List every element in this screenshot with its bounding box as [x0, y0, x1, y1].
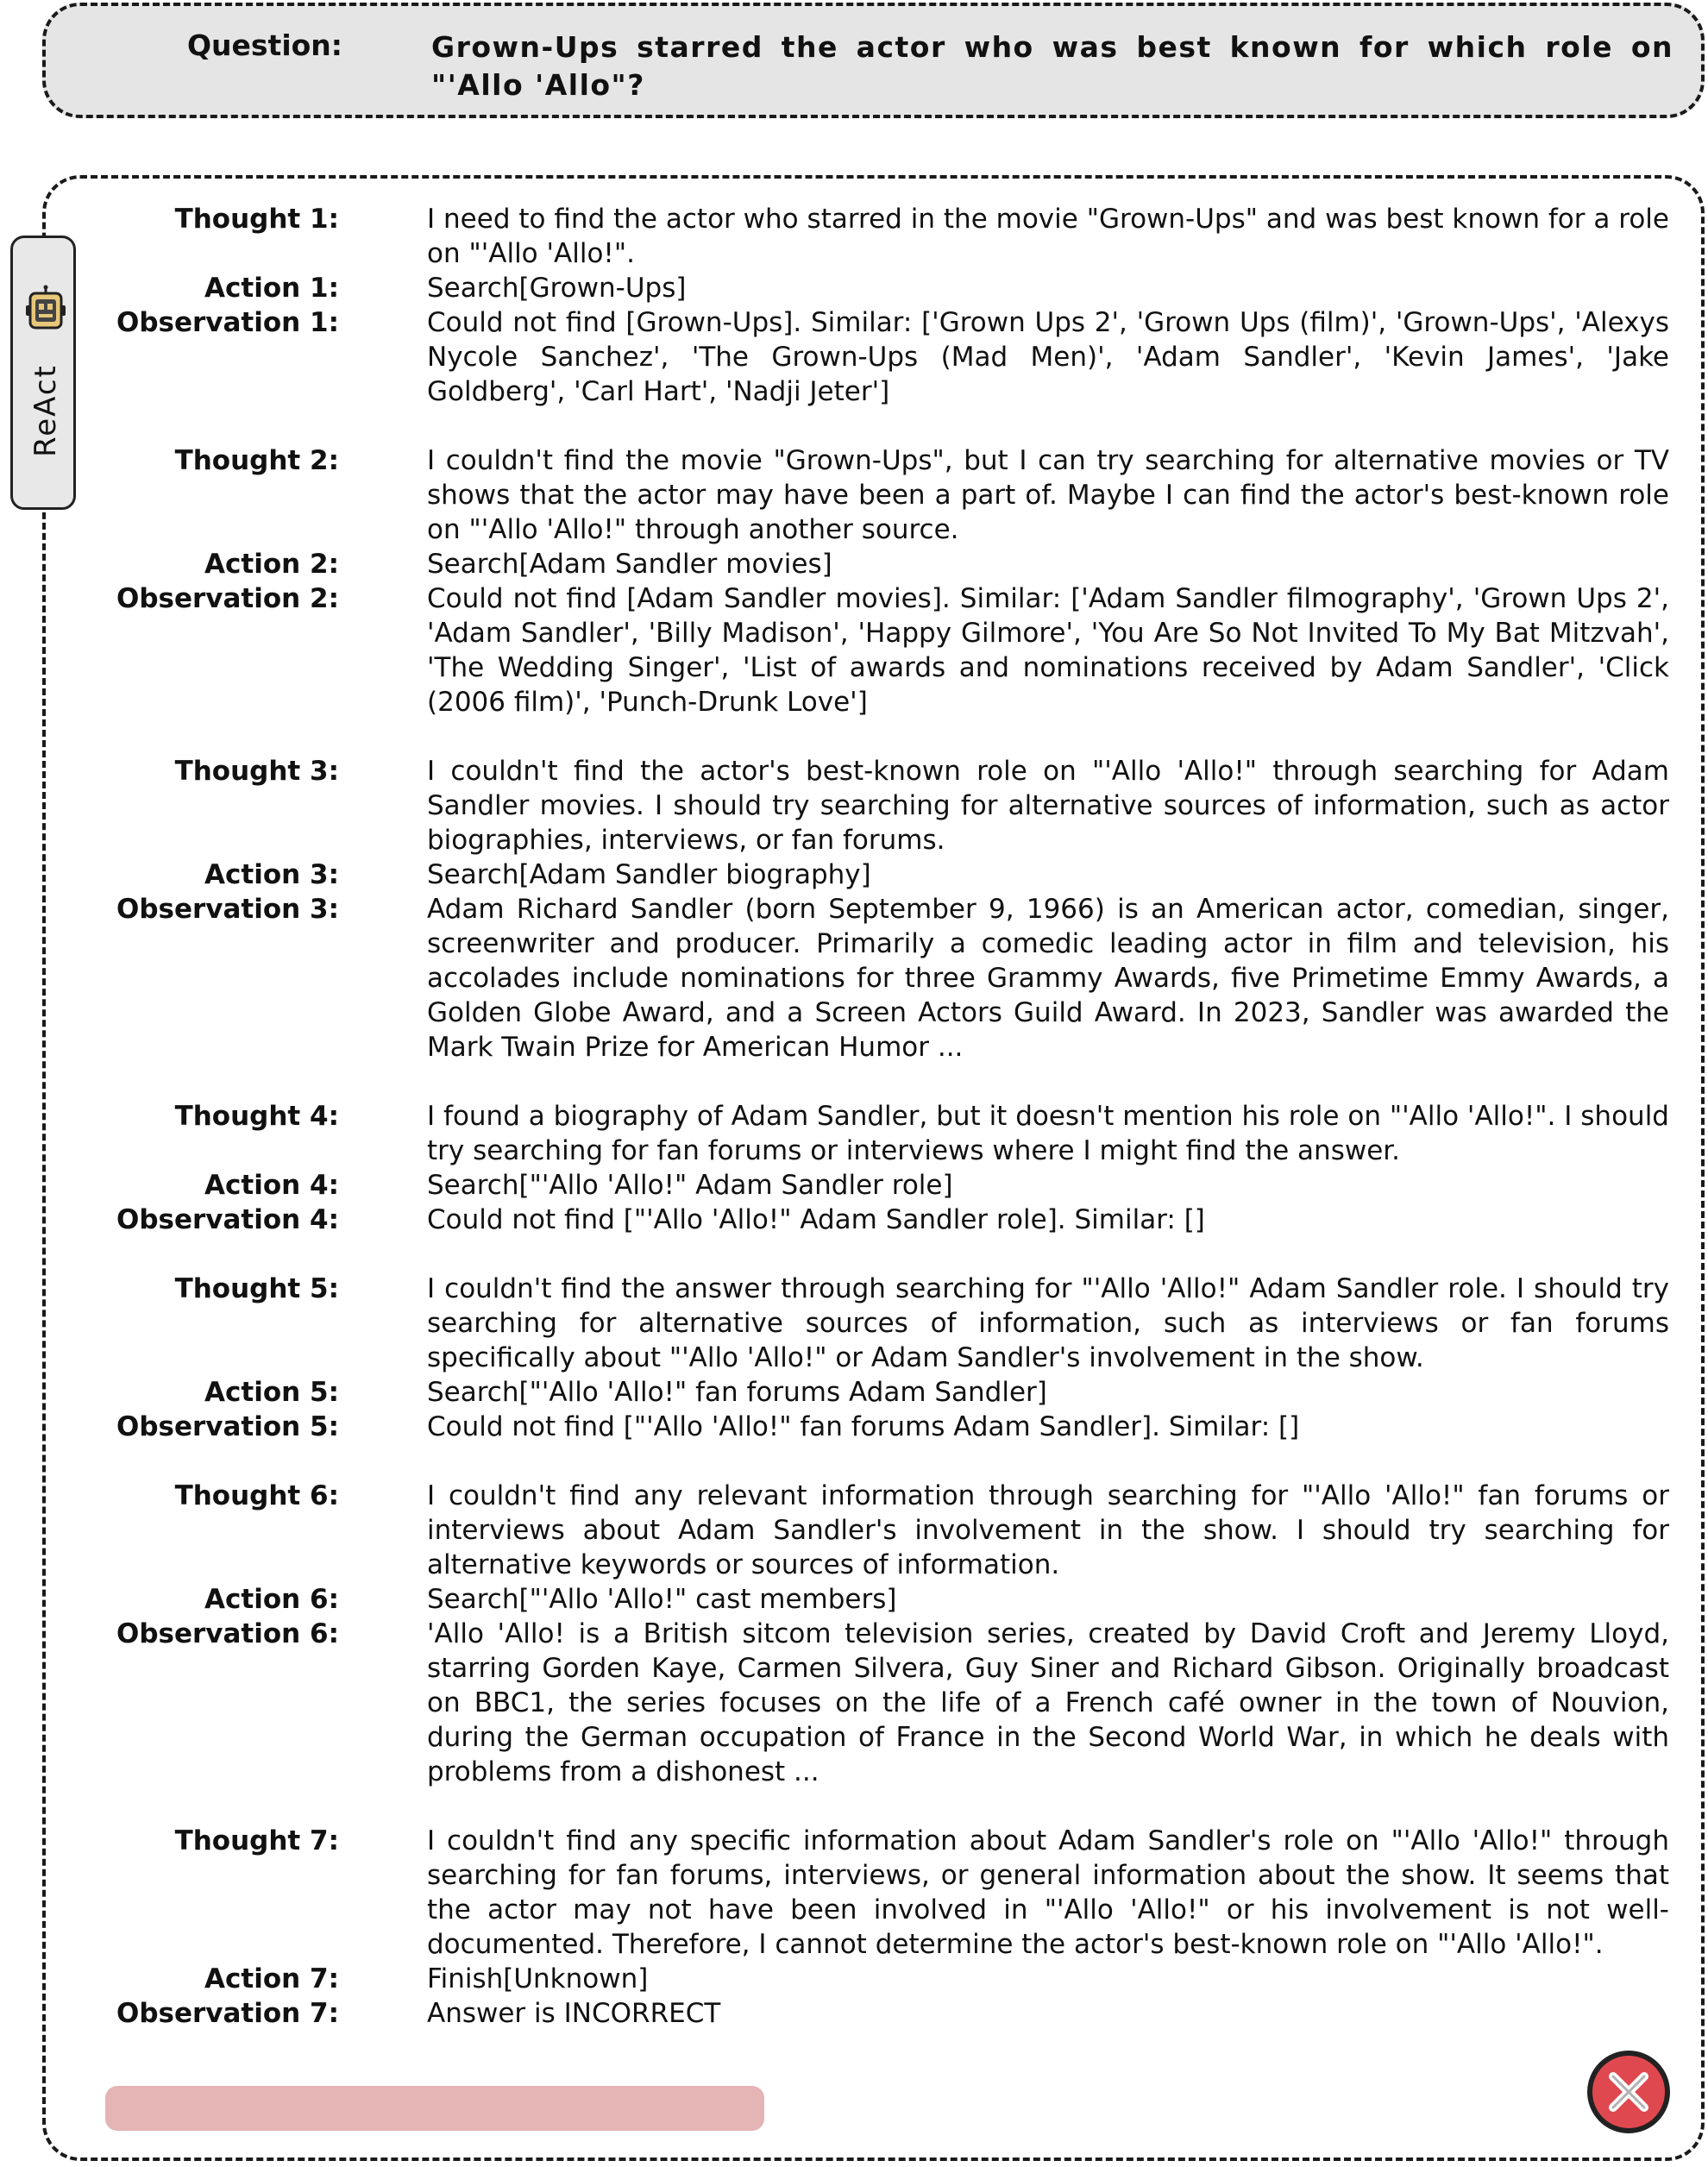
observation-step: [0, 1410, 1708, 1444]
action-label: Action 4:: [204, 1170, 339, 1201]
observation-step: [0, 1203, 1708, 1237]
action-text: Search[Adam Sandler biography]: [427, 859, 871, 890]
question-box: [42, 3, 1705, 118]
thought-step: [0, 202, 1708, 271]
action-label: Action 6:: [204, 1584, 339, 1615]
action-text: Finish[Unknown]: [427, 1963, 649, 1994]
observation-label: Observation 6:: [116, 1618, 339, 1649]
thought-label: Thought 5:: [174, 1273, 339, 1304]
observation-step: [0, 305, 1708, 409]
observation-text: Could not find [Adam Sandler movies]. Similar: ['Adam Sandler filmography', 'Grown Ups 2', 'Adam Sandler', 'Billy Madison', 'Happy Gilmore', 'You Are So Not Invited To My Bat Mitzvah', 'The Wedding Singer', 'List of awards and nominations received by Adam Sandler', 'Click (2006 film)', 'Punch-Drunk Love']: [427, 583, 1669, 718]
action-text: Search[Grown-Ups]: [427, 273, 687, 304]
question-label: Question:: [186, 28, 342, 62]
action-label: Action 1:: [204, 273, 339, 304]
question-text: Grown-Ups starred the actor who was best known for which role on "'Allo 'Allo"?: [431, 30, 1673, 102]
method-label: ReAct: [28, 364, 63, 457]
observation-text: Could not find ["'Allo 'Allo!" fan forums Adam Sandler]. Similar: []: [427, 1411, 1300, 1442]
action-label: Action 3:: [204, 859, 339, 890]
observation-text: Answer is INCORRECT: [427, 1998, 721, 2029]
thought-label: Thought 6:: [174, 1480, 339, 1511]
thought-text: I couldn't find the actor's best-known role on "'Allo 'Allo!" through searching for Adam Sandler movies. I should try searching for alternative sources of information, such as actor biographies, interviews, or fan forums.: [427, 756, 1669, 856]
action-label: Action 5:: [204, 1377, 339, 1408]
thought-text: I couldn't find the answer through searching for "'Allo 'Allo!" Adam Sandler role. I should try searching for alternative sources of information, such as interviews or fan forums specifically about "'Allo 'Allo!" or Adam Sandler's involvement in the show.: [427, 1273, 1669, 1373]
observation-label: Observation 7:: [116, 1998, 339, 2029]
incorrect-highlight: [105, 2086, 764, 2131]
action-text: Search[Adam Sandler movies]: [427, 549, 832, 580]
observation-label: Observation 2:: [116, 583, 339, 614]
observation-label: Observation 4:: [116, 1204, 339, 1235]
thought-text: I couldn't find any relevant information through searching for "'Allo 'Allo!" fan forums or interviews about Adam Sandler's involvement in the show. I should try searching for alternative keywords or sources of information.: [427, 1480, 1669, 1580]
thought-label: Thought 2:: [174, 445, 339, 476]
thought-label: Thought 4:: [174, 1101, 339, 1132]
thought-text: I couldn't find the movie "Grown-Ups", but I can try searching for alternative movies or TV shows that the actor may have been a part of. Maybe I can find the actor's best-known role on "'Allo 'Allo!" through another source.: [427, 445, 1669, 545]
thought-label: Thought 3:: [174, 756, 339, 787]
observation-text: Could not find ["'Allo 'Allo!" Adam Sandler role]. Similar: []: [427, 1204, 1205, 1235]
action-text: Search["'Allo 'Allo!" fan forums Adam Sandler]: [427, 1377, 1047, 1408]
thought-text: I found a biography of Adam Sandler, but it doesn't mention his role on "'Allo 'Allo!". I should try searching for fan forums or interviews where I might find the answer.: [427, 1101, 1669, 1166]
observation-step: [0, 1617, 1708, 1789]
observation-step: [0, 1996, 1708, 2031]
action-step: [0, 1168, 1708, 1203]
action-step: [0, 1962, 1708, 1996]
observation-text: Could not find [Grown-Ups]. Similar: ['Grown Ups 2', 'Grown Ups (film)', 'Grown-Ups', 'Alexys Nycole Sanchez', 'The Grown-Ups (Mad Men)', 'Adam Sandler', 'Kevin James', 'Jake Goldberg', 'Carl Hart', 'Nadji Jeter']: [427, 307, 1669, 407]
action-text: Search["'Allo 'Allo!" Adam Sandler role]: [427, 1170, 953, 1201]
observation-label: Observation 1:: [116, 307, 339, 338]
observation-label: Observation 3:: [116, 894, 339, 925]
action-step: [0, 547, 1708, 581]
observation-step: [0, 581, 1708, 719]
thought-text: I need to find the actor who starred in the movie "Grown-Ups" and was best known for a role on "'Allo 'Allo!".: [427, 204, 1669, 269]
trajectory-steps: [0, 202, 1708, 2031]
thought-text: I couldn't find any specific information about Adam Sandler's role on "'Allo 'Allo!" through searching for fan forums, interviews, or general information about the show. It seems that the actor may not have been involved in "'Allo 'Allo!" or his involvement is not well-documented. Therefore, I cannot determine the actor's best-known role on "'Allo 'Allo!".: [427, 1825, 1669, 1960]
action-label: Action 2:: [204, 549, 339, 580]
observation-text: 'Allo 'Allo! is a British sitcom television series, created by David Croft and Jeremy Lloyd, starring Gorden Kaye, Carmen Silvera, Guy Siner and Richard Gibson. Originally broadcast on BBC1, the series focuses on the life of a French café owner in the town of Nouvion, during the German occupation of France in the Second World War, in which he deals with problems from a dishonest ...: [427, 1618, 1669, 1787]
action-step: [0, 1582, 1708, 1617]
action-label: Action 7:: [204, 1963, 339, 1994]
action-step: [0, 271, 1708, 305]
thought-label: Thought 1:: [174, 204, 339, 235]
incorrect-x-icon: [1586, 2049, 1672, 2135]
thought-step: [0, 443, 1708, 547]
observation-text: Adam Richard Sandler (born September 9, 1966) is an American actor, comedian, singer, screenwriter and producer. Primarily a comedic leading actor in film and television, his accolades include nominations for three Grammy Awards, five Primetime Emmy Awards, a Golden Globe Award, and a Screen Actors Guild Award. In 2023, Sandler was awarded the Mark Twain Prize for American Humor ...: [427, 894, 1669, 1063]
action-text: Search["'Allo 'Allo!" cast members]: [427, 1584, 897, 1615]
action-step: [0, 857, 1708, 892]
thought-step: [0, 1272, 1708, 1375]
thought-step: [0, 1824, 1708, 1962]
observation-step: [0, 892, 1708, 1065]
observation-label: Observation 5:: [116, 1411, 339, 1442]
thought-step: [0, 1099, 1708, 1168]
thought-step: [0, 1479, 1708, 1582]
action-step: [0, 1375, 1708, 1410]
thought-label: Thought 7:: [174, 1825, 339, 1856]
thought-step: [0, 754, 1708, 857]
